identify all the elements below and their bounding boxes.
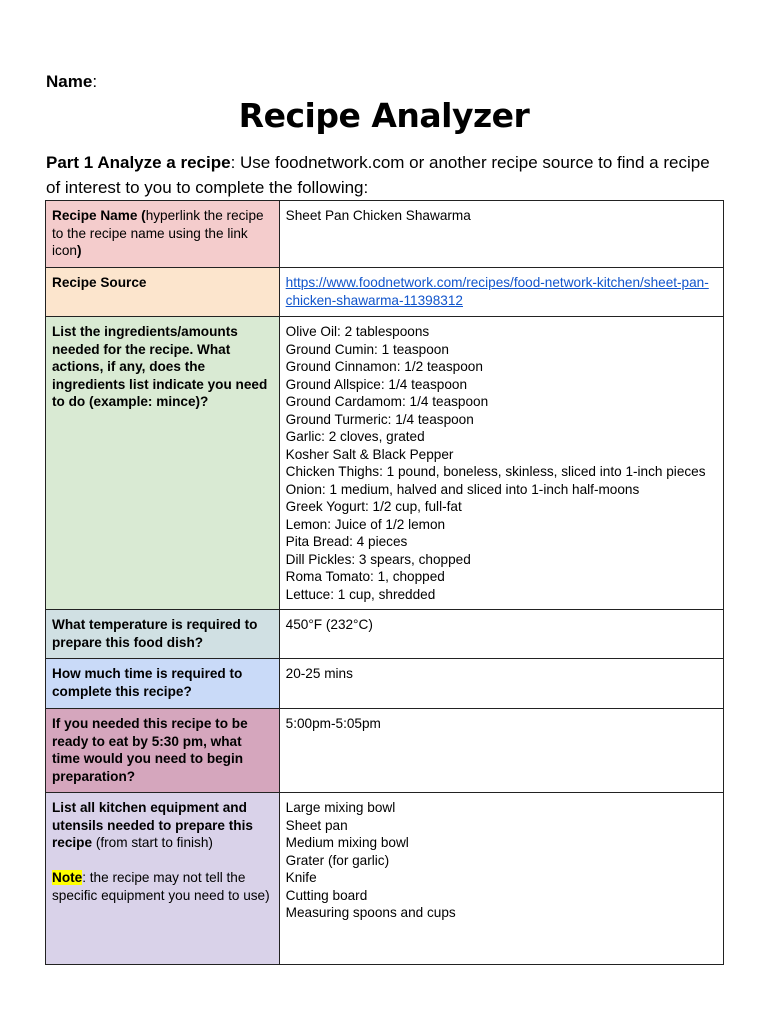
note-label: Note (52, 870, 83, 885)
answer-cell: 450°F (232°C) (279, 610, 723, 659)
question-cell: If you needed this recipe to be ready to eat by 5:30 pm, what time would you need to begin preparation? (46, 709, 280, 793)
recipe-table (45, 200, 724, 965)
list-item: Dill Pickles: 3 spears, chopped (285, 551, 471, 567)
answer-cell (279, 793, 723, 965)
name-label: Name (46, 72, 93, 91)
list-item: Lemon: Juice of 1/2 lemon (285, 516, 446, 532)
table-row-equipment (46, 793, 724, 965)
list-item: Ground Allspice: 1/4 teaspoon (285, 376, 468, 392)
list-item: Large mixing bowl (285, 800, 396, 815)
table-row-ingredients (46, 317, 724, 610)
answer-cell (279, 317, 723, 610)
list-item: Onion: 1 medium, halved and sliced into 1-inch half-moons (285, 481, 640, 497)
note-text: : the recipe may not tell the specific equipment you need to use) (52, 870, 270, 903)
list-item: Lettuce: 1 cup, shredded (285, 586, 436, 602)
intro-text: : Use foodnetwork.com or another recipe source to find a recipe of interest to you to complete the following: (46, 153, 710, 197)
question-normal: (from start to finish) (92, 835, 213, 850)
list-item: Olive Oil: 2 tablespoons (285, 324, 430, 339)
name-line (46, 72, 97, 92)
table-row-start-time (46, 709, 724, 793)
list-item: Grater (for garlic) (285, 852, 390, 868)
question-normal: hyperlink the recipe to the recipe name using the link icon (52, 208, 264, 258)
list-item: Greek Yogurt: 1/2 cup, full-fat (285, 499, 462, 514)
answer-cell: 5:00pm-5:05pm (279, 709, 723, 793)
name-colon: : (92, 72, 98, 91)
question-bold: List all kitchen equipment and utensils needed to prepare this recipe (52, 800, 253, 850)
list-item: Ground Cardamom: 1/4 teaspoon (285, 394, 489, 409)
equipment-list (286, 799, 717, 922)
list-item: Measuring spoons and cups (285, 905, 456, 920)
page-title: Recipe Analyzer (238, 96, 530, 135)
question-cell (46, 201, 280, 268)
question-bold-end: ) (76, 243, 82, 258)
list-item: Ground Cumin: 1 teaspoon (285, 341, 449, 357)
list-item: Ground Cinnamon: 1/2 teaspoon (285, 359, 483, 374)
list-item: Ground Turmeric: 1/4 teaspoon (285, 411, 474, 427)
list-item: Kosher Salt & Black Pepper (285, 446, 454, 462)
table-row-temperature (46, 610, 724, 659)
question-cell: Recipe Source (46, 268, 280, 317)
answer-cell: 20-25 mins (279, 659, 723, 709)
question-cell: List the ingredients/amounts needed for the recipe. What actions, if any, does the ingredients list indicate you need to do (example: mince)? (46, 317, 280, 610)
table-row-time (46, 659, 724, 709)
recipe-source-link[interactable]: https://www.foodnetwork.com/recipes/food-network-kitchen/sheet-pan-chicken-shawarma-11398312 (285, 275, 709, 308)
question-cell: What temperature is required to prepare this food dish? (46, 610, 280, 659)
table-row-recipe-name (46, 201, 724, 268)
table-row-recipe-source (46, 268, 724, 317)
list-item: Medium mixing bowl (285, 835, 409, 850)
question-bold: Recipe Name ( (52, 208, 146, 223)
question-cell: How much time is required to complete this recipe? (46, 659, 280, 709)
intro-paragraph (46, 150, 726, 200)
list-item: Cutting board (285, 887, 368, 903)
list-item: Roma Tomato: 1, chopped (285, 569, 445, 584)
answer-cell: Sheet Pan Chicken Shawarma (279, 201, 723, 268)
ingredients-list (286, 323, 717, 603)
list-item: Sheet pan (285, 817, 348, 833)
list-item: Knife (285, 870, 317, 885)
question-cell (46, 793, 280, 965)
list-item: Garlic: 2 cloves, grated (285, 429, 425, 444)
answer-cell (279, 268, 723, 317)
part-label: Part 1 Analyze a recipe (46, 153, 231, 172)
list-item: Pita Bread: 4 pieces (285, 534, 408, 549)
list-item: Chicken Thighs: 1 pound, boneless, skinless, sliced into 1-inch pieces (285, 464, 706, 479)
